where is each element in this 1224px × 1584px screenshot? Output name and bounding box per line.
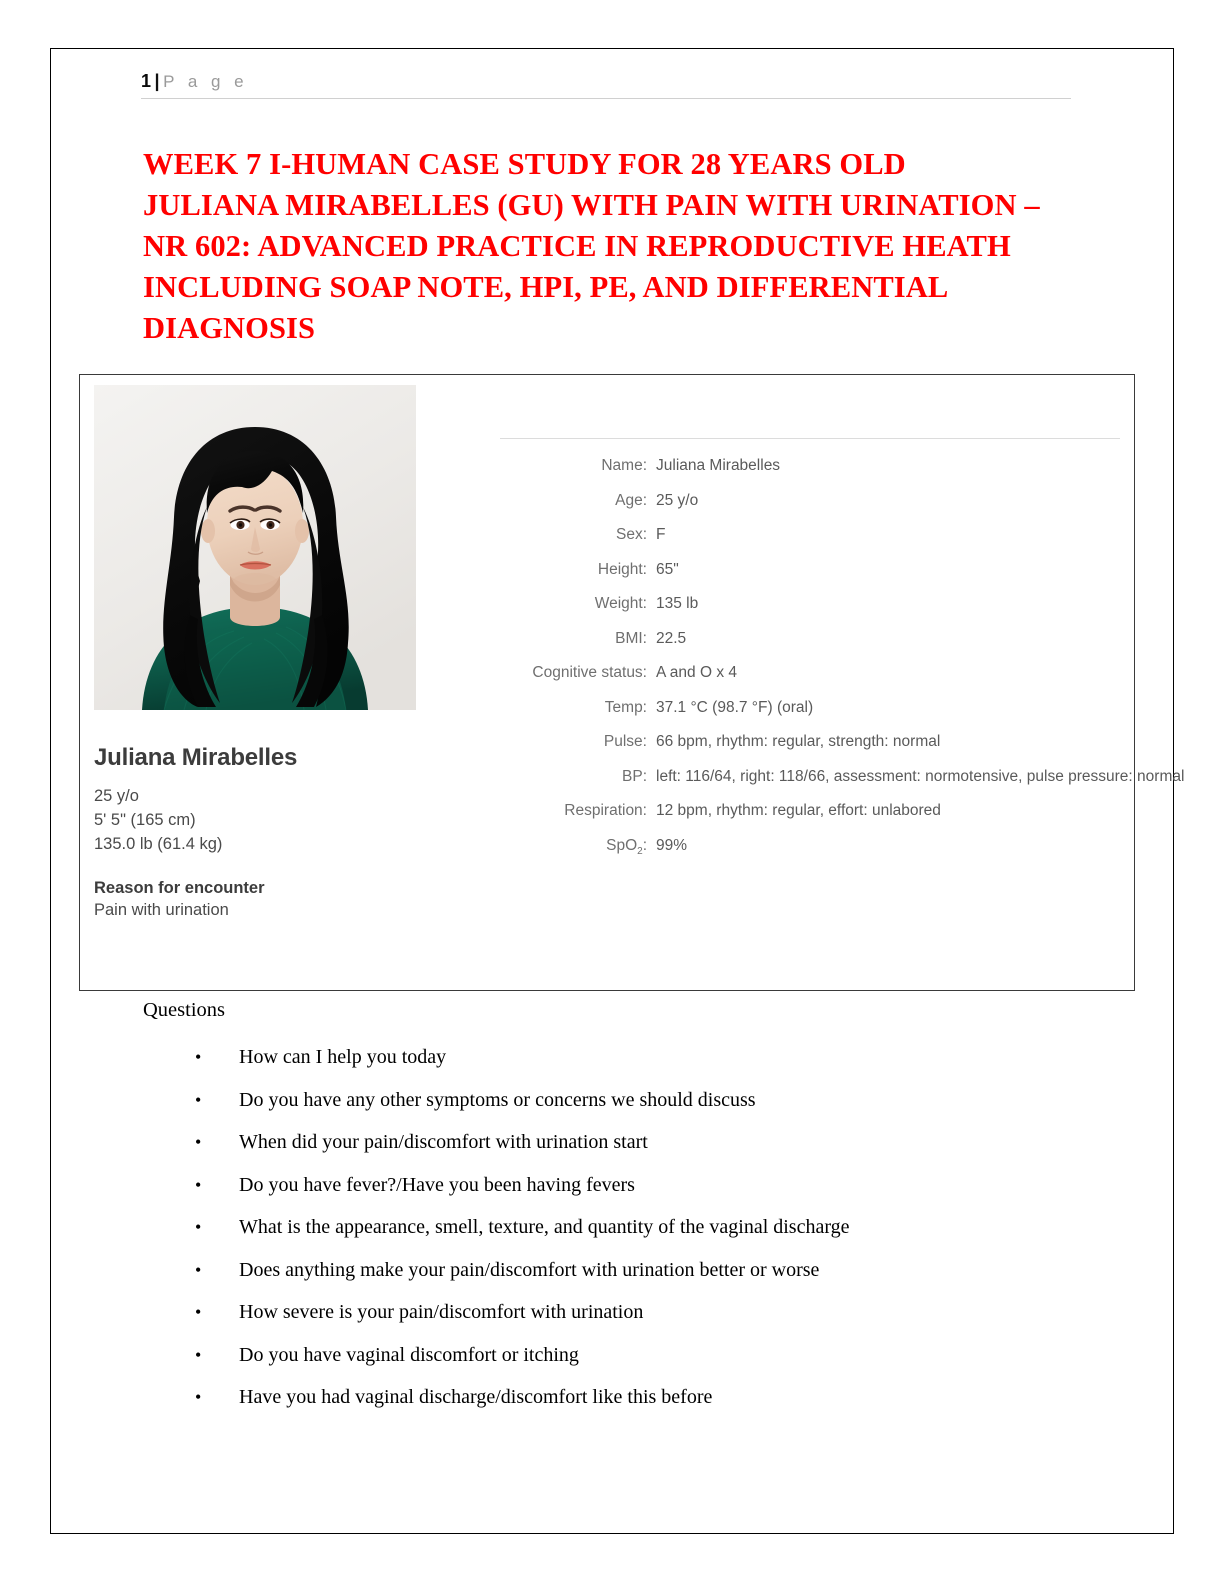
- vital-label: Temp:: [604, 698, 647, 716]
- question-list-item: [143, 1214, 1103, 1240]
- vital-row: [500, 492, 1120, 510]
- question-text: Does anything make your pain/discomfort with urination better or worse: [239, 1258, 820, 1281]
- vital-value: 99%: [656, 836, 688, 854]
- vital-value: 22.5: [656, 629, 687, 647]
- bullet-icon: •: [195, 1089, 202, 1110]
- vitals-list: [500, 438, 1185, 873]
- vital-label: Cognitive status:: [532, 664, 647, 681]
- question-text: When did your pain/discomfort with urination start: [239, 1131, 648, 1153]
- vital-value: 37.1 °C (98.7 °F) (oral): [656, 698, 814, 716]
- reason-for-encounter-label: Reason for encounter: [94, 879, 265, 897]
- question-list-item: [143, 1299, 1103, 1325]
- page-word-label: P a g e: [163, 72, 249, 91]
- vital-value: 135 lb: [656, 595, 699, 612]
- bullet-icon: •: [195, 1387, 202, 1407]
- question-text: Do you have fever?/Have you been having fevers: [239, 1173, 635, 1196]
- vital-row: [500, 802, 1120, 820]
- patient-name: Juliana Mirabelles: [94, 744, 298, 771]
- questions-list: [143, 1044, 1103, 1410]
- vitals-rows: [500, 457, 1185, 857]
- page-header-line: [141, 71, 1071, 93]
- patient-photo: [94, 385, 416, 710]
- vital-row: [500, 767, 1185, 786]
- patient-weight: 135.0 lb (61.4 kg): [94, 835, 223, 853]
- vital-row: [500, 837, 1120, 857]
- question-list-item: [143, 1384, 1103, 1410]
- vital-value: Juliana Mirabelles: [656, 457, 781, 474]
- question-text: What is the appearance, smell, texture, and quantity of the vaginal discharge: [239, 1216, 850, 1238]
- bullet-icon: •: [195, 1174, 202, 1195]
- patient-card: [94, 385, 416, 920]
- bullet-icon: •: [195, 1217, 202, 1237]
- vital-value: left: 116/64, right: 118/66, assessment: normotensive, pulse pressure: normal: [656, 767, 1185, 785]
- vital-label: Height:: [597, 560, 647, 578]
- question-list-item: [143, 1044, 1103, 1070]
- page-header: [141, 71, 1071, 99]
- vital-row: [500, 664, 1120, 682]
- page-sheet: [50, 48, 1185, 1534]
- vital-value: A and O x 4: [656, 664, 737, 681]
- vital-label: Weight:: [594, 595, 647, 612]
- bullet-icon: •: [195, 1047, 202, 1067]
- vital-label: SpO$_2$:: [606, 836, 647, 857]
- vital-row: [500, 526, 1120, 544]
- document-title: WEEK 7 I-HUMAN CASE STUDY FOR 28 YEARS OLD JULIANA MIRABELLES (GU) WITH PAIN WITH URINATION – NR 602: ADVANCED PRACTICE IN REPRODUCTIVE HEATH INCLUDING SOAP NOTE, HPI, PE, AND DIFFERENTIAL DIAGNOSIS: [143, 147, 1040, 345]
- question-text: How severe is your pain/discomfort with urination: [239, 1301, 644, 1323]
- patient-age: 25 y/o: [94, 787, 139, 805]
- question-list-item: [143, 1257, 1103, 1283]
- question-text: Do you have vaginal discomfort or itching: [239, 1343, 579, 1366]
- vital-label: Age:: [615, 491, 647, 509]
- question-list-item: [143, 1342, 1103, 1368]
- page-number: 1: [141, 71, 152, 91]
- bullet-icon: •: [195, 1259, 202, 1280]
- vital-row: [500, 733, 1120, 751]
- question-list-item: [143, 1129, 1103, 1155]
- vital-row: [500, 595, 1120, 613]
- vital-value: F: [656, 526, 666, 543]
- vital-row: [500, 561, 1120, 579]
- vital-label: Name:: [601, 457, 647, 474]
- vital-label: Respiration:: [564, 802, 647, 819]
- vital-label: Sex:: [615, 526, 647, 543]
- question-text: How can I help you today: [239, 1046, 447, 1068]
- vital-row: [500, 699, 1120, 717]
- vital-value: 25 y/o: [656, 491, 699, 509]
- question-text: Have you had vaginal discharge/discomfort like this before: [239, 1386, 713, 1408]
- vitals-divider: [500, 438, 1120, 439]
- patient-height: 5' 5" (165 cm): [94, 811, 196, 829]
- header-divider: [141, 98, 1071, 99]
- patient-portrait-illustration: [94, 385, 416, 710]
- questions-section: [143, 999, 1103, 1427]
- vital-value: 66 bpm, rhythm: regular, strength: normal: [656, 733, 941, 750]
- vital-row: [500, 457, 1120, 475]
- bullet-icon: •: [195, 1344, 202, 1365]
- vital-label: BP:: [622, 767, 647, 785]
- vital-label: BMI:: [615, 629, 647, 647]
- question-list-item: [143, 1087, 1103, 1113]
- patient-summary-panel: [79, 374, 1185, 991]
- vital-label: Pulse:: [603, 733, 647, 750]
- patient-demographics: [94, 784, 416, 856]
- vital-value: 12 bpm, rhythm: regular, effort: unlabored: [656, 802, 941, 819]
- bullet-icon: •: [195, 1132, 202, 1152]
- bullet-icon: •: [195, 1302, 202, 1322]
- reason-for-encounter-value: Pain with urination: [94, 901, 229, 919]
- questions-heading: Questions: [143, 999, 225, 1021]
- question-text: Do you have any other symptoms or concerns we should discuss: [239, 1088, 756, 1111]
- question-list-item: [143, 1172, 1103, 1198]
- page-header-separator: |: [154, 71, 161, 91]
- vital-row: [500, 630, 1120, 648]
- vital-value: 65": [656, 560, 679, 578]
